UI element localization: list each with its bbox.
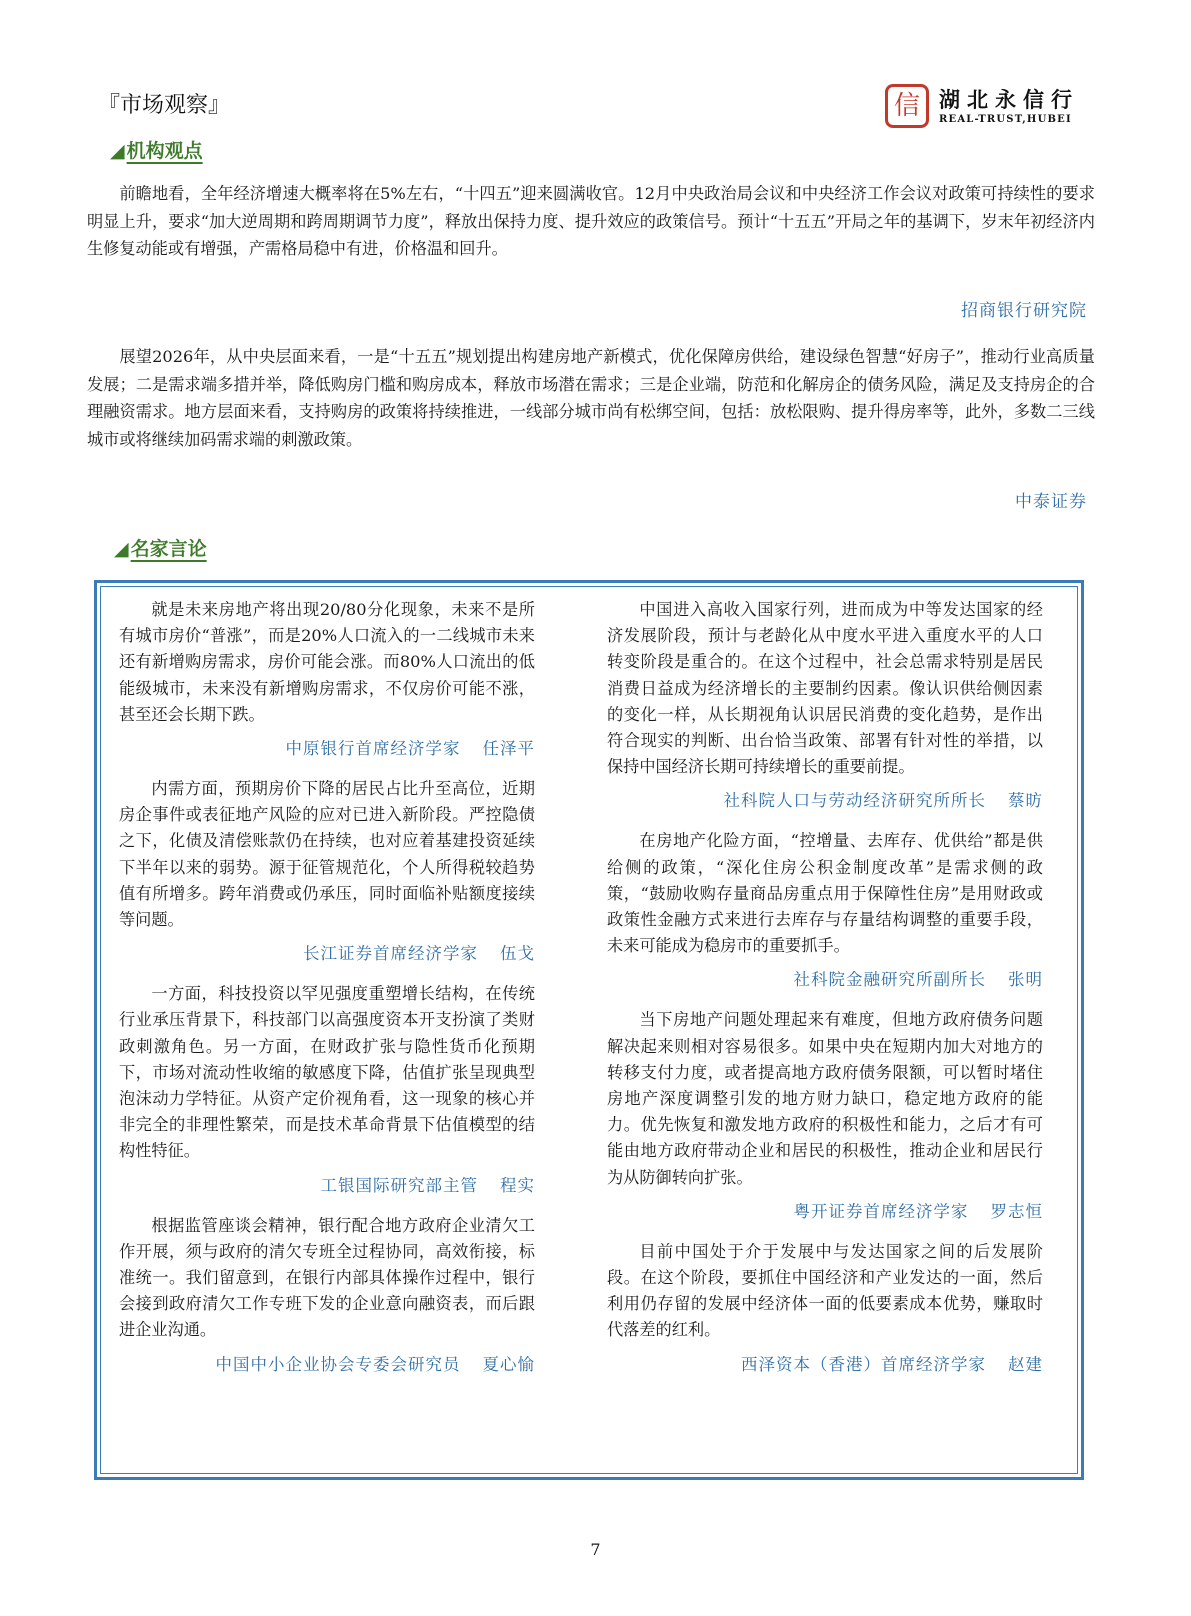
- quotes-left-column: [119, 597, 535, 1392]
- quote-text: 一方面，科技投资以罕见强度重塑增长结构，在传统行业承压背景下，科技部门以高强度资本开支扮演了类财政刺激角色。另一方面，在财政扩张与隐性货币化预期下，市场对流动性收缩的敏感度下降，估值扩张呈现典型泡沫动力学特征。从资产定价视角看，这一现象的核心并非完全的非理性繁荣，而是技术革命背景下估值模型的结构性特征。: [119, 984, 535, 1161]
- logo-seal-icon: 信: [885, 84, 929, 128]
- quote-item: [607, 1239, 1043, 1378]
- heading-triangle-icon: ◢: [110, 140, 125, 162]
- quote-name: 罗志恒: [990, 1201, 1043, 1221]
- quote-name: 伍戈: [500, 944, 535, 964]
- quote-attribution: [119, 736, 535, 762]
- quote-item: [119, 981, 535, 1198]
- section-title: 『市场观察』: [98, 93, 231, 118]
- institution-view-2: 展望2026年，从中央层面来看，一是“十五五”规划提出构建房地产新模式，优化保障房供给，建设绿色智慧“好房子”，推动行业高质量发展；二是需求端多措并举，降低购房门槛和购房成本，释放市场潜在需求；三是企业端，防范和化解房企的债务风险，满足及支持房企的合理融资需求。地方层面来看，支持购房的政策将持续推进，一线部分城市尚有松绑空间，包括：放松限购、提升得房率等，此外，多数二三线城市或将继续加码需求端的刺激政策。: [87, 347, 1095, 449]
- quote-text: 目前中国处于介于发展中与发达国家之间的后发展阶段。在这个阶段，要抓住中国经济和产业发达的一面，然后利用仍存留的发展中经济体一面的低要素成本优势，赚取时代落差的红利。: [607, 1241, 1043, 1340]
- quote-text: 就是未来房地产将出现20/80分化现象，未来不是所有城市房价“普涨”，而是20%人口流入的一二线城市未来还有新增购房需求，房价可能会涨。而80%人口流出的低能级城市，未来没有新增购房需求，不仅房价可能不涨，甚至还会长期下跌。: [119, 600, 535, 724]
- institution-source-2: 中泰证券: [1015, 492, 1087, 512]
- quote-org: 社科院人口与劳动经济研究所所长: [723, 791, 986, 811]
- page-number: 7: [590, 1540, 601, 1559]
- quote-org: 工银国际研究部主管: [320, 1175, 478, 1195]
- quote-attribution: [119, 941, 535, 967]
- quote-item: [119, 776, 535, 967]
- quote-org: 中国中小企业协会专委会研究员: [215, 1354, 461, 1374]
- institutions-heading: [110, 136, 203, 163]
- quote-name: 张明: [1008, 970, 1043, 990]
- quote-attribution: [607, 1352, 1043, 1378]
- quote-attribution: [119, 1352, 535, 1378]
- institutions-heading-text: 机构观点: [126, 140, 203, 162]
- logo-english-name: REAL-TRUST,HUBEI: [939, 114, 1072, 125]
- quote-name: 程实: [500, 1175, 535, 1195]
- quote-org: 中原银行首席经济学家: [285, 739, 461, 759]
- logo-chinese-name: 湖北永信行: [939, 88, 1079, 112]
- quote-org: 社科院金融研究所副所长: [793, 970, 986, 990]
- quote-attribution: [119, 1173, 535, 1199]
- quote-attribution: [607, 788, 1043, 814]
- company-logo: [885, 84, 1110, 132]
- quote-name: 蔡昉: [1008, 791, 1043, 811]
- quote-name: 任泽平: [482, 739, 535, 759]
- quote-item: [607, 828, 1043, 993]
- quote-text: 内需方面，预期房价下降的居民占比升至高位，近期房企事件或表征地产风险的应对已进入新阶段。严控隐债之下，化债及清偿账款仍在持续，也对应着基建投资延续下半年以来的弱势。源于征管规范化，个人所得税较趋势值有所增多。跨年消费或仍承压，同时面临补贴额度接续等问题。: [119, 779, 535, 930]
- institution-view-1: 前瞻地看，全年经济增速大概率将在5%左右，“十四五”迎来圆满收官。12月中央政治局会议和中央经济工作会议对政策可持续性的要求明显上升，要求“加大逆周期和跨周期调节力度”，释放出保持力度、提升效应的政策信号。预计“十五五”开局之年的基调下，岁末年初经济内生修复动能或有增强，产需格局稳中有进，价格温和回升。: [87, 184, 1095, 258]
- quote-text: 在房地产化险方面，“控增量、去库存、优供给”都是供给侧的政策，“深化住房公积金制度改革”是需求侧的政策，“鼓励收购存量商品房重点用于保障性住房”是用财政或政策性金融方式来进行去库存与存量结构调整的重要手段，未来可能成为稳房市的重要抓手。: [607, 831, 1043, 956]
- heading-triangle-icon: ◢: [114, 538, 129, 560]
- institution-source-1: 招商银行研究院: [961, 301, 1087, 321]
- quote-org: 粤开证券首席经济学家: [793, 1201, 969, 1221]
- quote-name: 赵建: [1008, 1354, 1043, 1374]
- quote-org: 长江证券首席经济学家: [303, 944, 478, 964]
- quote-attribution: [607, 1199, 1043, 1225]
- quote-item: [119, 1213, 535, 1378]
- quote-item: [607, 1007, 1043, 1224]
- quote-item: [607, 597, 1043, 814]
- experts-heading-text: 名家言论: [130, 538, 207, 560]
- quote-text: 当下房地产问题处理起来有难度，但地方政府债务问题解决起来则相对容易很多。如果中央在短期内加大对地方的转移支付力度，或者提高地方政府债务限额，可以暂时堵住房地产深度调整引发的地方财力缺口，稳定地方政府的能力。优先恢复和激发地方政府的积极性和能力，之后才有可能由地方政府带动企业和居民的积极性，推动企业和居民行为从防御转向扩张。: [607, 1010, 1043, 1187]
- quote-text: 中国进入高收入国家行列，进而成为中等发达国家的经济发展阶段，预计与老龄化从中度水平进入重度水平的人口转变阶段是重合的。在这个过程中，社会总需求特别是居民消费日益成为经济增长的主要制约因素。像认识供给侧因素的变化一样，从长期视角认识居民消费的变化趋势，是作出符合现实的判断、出台恰当政策、部署有针对性的举措，以保持中国经济长期可持续增长的重要前提。: [607, 600, 1043, 777]
- expert-quotes-box: [94, 580, 1084, 1480]
- quote-name: 夏心愉: [482, 1354, 535, 1374]
- quote-org: 西泽资本（香港）首席经济学家: [741, 1354, 986, 1374]
- quotes-right-column: [607, 597, 1043, 1392]
- quote-item: [119, 597, 535, 762]
- quote-attribution: [607, 967, 1043, 993]
- experts-heading: [114, 534, 207, 561]
- quote-text: 根据监管座谈会精神，银行配合地方政府企业清欠工作开展，须与政府的清欠专班全过程协同，高效衔接，标准统一。我们留意到，在银行内部具体操作过程中，银行会接到政府清欠工作专班下发的企业意向融资表，而后跟进企业沟通。: [119, 1215, 535, 1340]
